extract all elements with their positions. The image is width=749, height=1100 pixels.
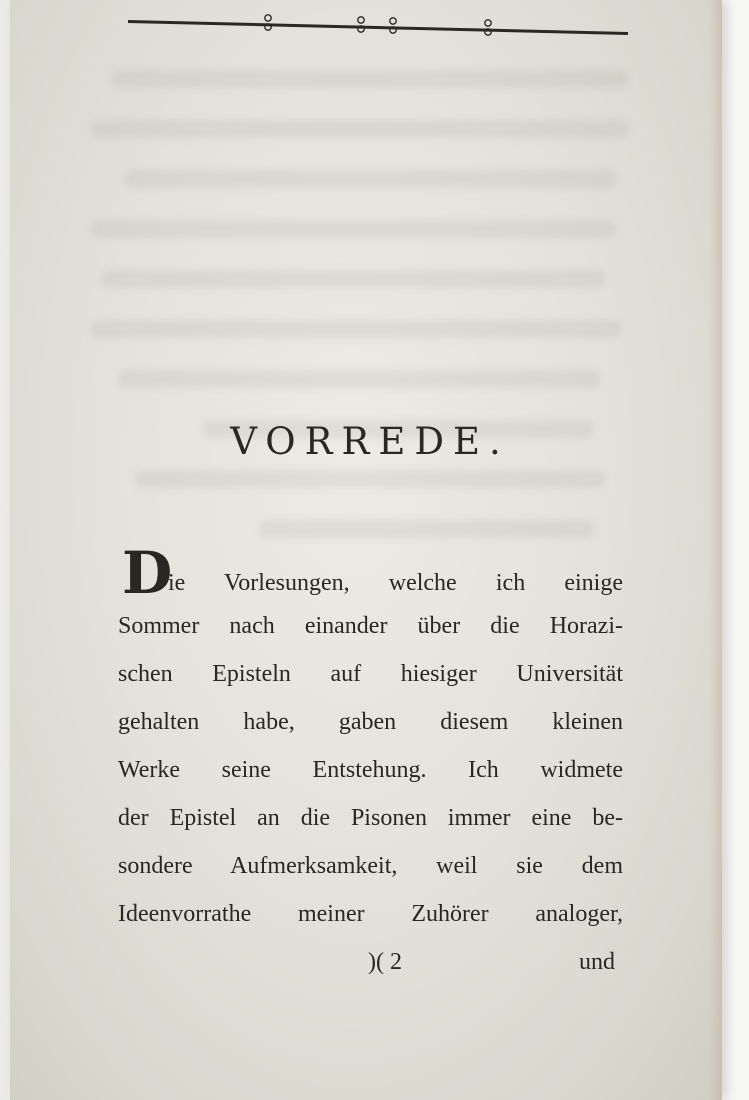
text-line-4: gehalten habe, gaben diesem kleinen [118, 709, 623, 735]
book-page [10, 0, 722, 1100]
page-edge [708, 0, 722, 1100]
catchword: und [579, 949, 615, 975]
chapter-heading: VORREDE. [230, 420, 510, 463]
text-line-7: sondere Aufmerksamkeit, weil sie dem [118, 853, 623, 879]
text-line-6: der Epistel an die Pisonen immer eine be- [118, 805, 623, 831]
drop-cap: D [122, 539, 173, 607]
body-text [118, 539, 623, 986]
ornamental-rule [128, 10, 628, 40]
text-line-8: Ideenvorrathe meiner Zuhörer analoger, [118, 901, 623, 927]
bleed-through-text [90, 70, 650, 580]
text-line-3: schen Episteln auf hiesiger Universität [118, 661, 623, 687]
page-footer [118, 938, 623, 986]
text-line-5: Werke seine Entstehung. Ich widmete [118, 757, 623, 783]
signature-mark: )( 2 [368, 949, 402, 975]
text-line-2: Sommer nach einander über die Horazi- [118, 613, 623, 639]
text-line-1: D ie Vorlesungen, welche ich einige [122, 539, 623, 607]
